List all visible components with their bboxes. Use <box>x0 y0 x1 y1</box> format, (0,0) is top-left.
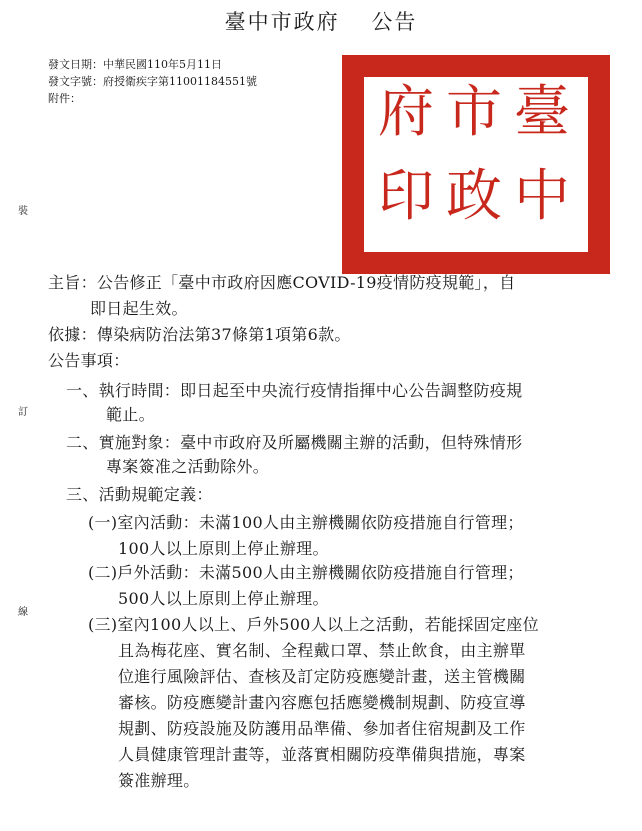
item-1-line-2: 範止。 <box>106 405 155 424</box>
seal-inner <box>364 77 588 252</box>
subitem-1-line-1: (一)室內活動：未滿100人由主辦機關依防疫措施自行管理； <box>88 513 524 532</box>
seal-char-zhong: 中 <box>514 164 570 229</box>
subject-line-2: 即日起生效。 <box>90 299 188 318</box>
official-seal <box>342 55 610 274</box>
seal-char-tai: 臺 <box>514 80 570 145</box>
item-3-heading: 三、活動規範定義： <box>66 485 213 504</box>
subject-line-1: 主旨：公告修正「臺中市政府因應COVID-19疫情防疫規範」，自 <box>48 273 516 292</box>
attachment-label: 附件： <box>48 92 81 105</box>
binding-mark-zhuang: 裝 <box>18 206 28 217</box>
subitem-3-line-7: 簽准辦理。 <box>118 771 200 790</box>
basis-line: 依據：傳染病防治法第37條第1項第6款。 <box>48 325 351 344</box>
notice-heading: 公告事項： <box>48 351 130 370</box>
subitem-3-line-2: 且為梅花座、實名制、全程戴口罩、禁止飲食，由主辦單 <box>118 641 526 660</box>
binding-mark-xian: 線 <box>18 607 28 618</box>
item-2-line-1: 二、實施對象：臺中市政府及所屬機關主辦的活動，但特殊情形 <box>66 433 523 452</box>
subitem-3-line-6: 人員健康管理計畫等，並落實相關防疫準備與措施，專案 <box>118 745 526 764</box>
subitem-3-line-5: 規劃、防疫設施及防護用品準備、參加者住宿規劃及工作 <box>118 719 526 738</box>
binding-mark-ding: 訂 <box>18 407 28 418</box>
subitem-2-line-1: (二)戶外活動：未滿500人由主辦機關依防疫措施自行管理； <box>88 563 524 582</box>
subitem-2-line-2: 500人以上原則上停止辦理。 <box>118 589 329 608</box>
document-title: 臺中市政府 公告 <box>224 10 418 34</box>
seal-char-yin: 印 <box>378 164 434 229</box>
subitem-3-line-1: (三)室內100人以上、戶外500人以上之活動，若能採固定座位 <box>88 615 539 634</box>
document-number: 發文字號：府授衛疾字第11001184551號 <box>48 75 257 88</box>
seal-char-shi: 市 <box>446 80 502 145</box>
seal-char-fu: 府 <box>378 80 434 145</box>
item-1-line-1: 一、執行時間：即日起至中央流行疫情指揮中心公告調整防疫規 <box>66 381 523 400</box>
subitem-3-line-4: 審核。防疫應變計畫內容應包括應變機制規劃、防疫宣導 <box>118 693 526 712</box>
item-2-line-2: 專案簽准之活動除外。 <box>106 457 270 476</box>
subitem-1-line-2: 100人以上原則上停止辦理。 <box>118 539 329 558</box>
subitem-3-line-3: 位進行風險評估、查核及訂定防疫應變計畫，送主管機關 <box>118 667 526 686</box>
issue-date: 發文日期：中華民國110年5月11日 <box>48 58 222 71</box>
seal-char-zheng: 政 <box>446 164 502 229</box>
